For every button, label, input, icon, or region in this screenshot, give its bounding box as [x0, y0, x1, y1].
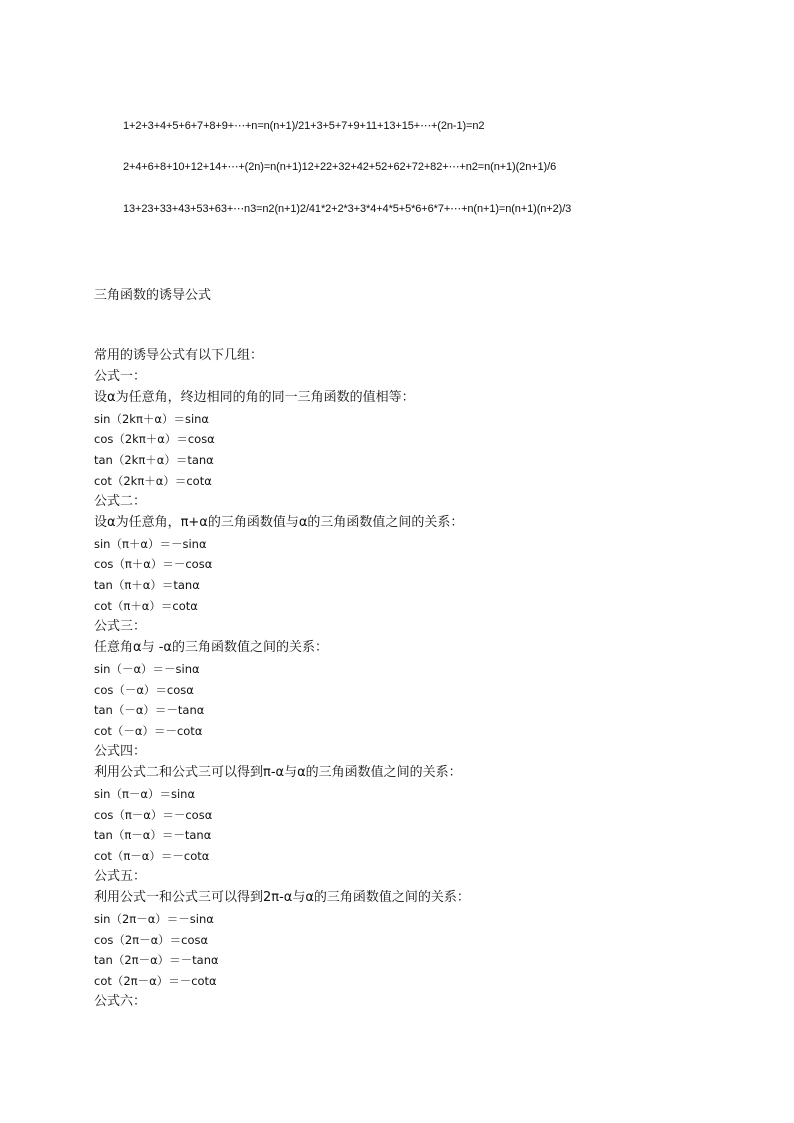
formula-group-3-title: 公式三： — [94, 618, 147, 634]
formula-line: tan（π＋α）＝tanα — [94, 578, 200, 593]
formula-group-1-title: 公式一： — [94, 368, 147, 384]
formula-group-2-description: 设α为任意角，π+α的三角函数值与α的三角函数值之间的关系： — [94, 514, 464, 530]
formula-group-4-title: 公式四： — [94, 744, 147, 760]
formula-group-4-description: 利用公式二和公式三可以得到π-α与α的三角函数值之间的关系： — [94, 764, 462, 780]
formula-line: cot（2π－α）＝－cotα — [94, 974, 217, 989]
formula-line: sin（－α）＝－sinα — [94, 661, 200, 676]
formula-line: tan（2kπ＋α）＝tanα — [94, 453, 214, 468]
formula-line: sin（2kπ＋α）＝sinα — [94, 411, 210, 426]
formula-group-3-description: 任意角α与 -α的三角函数值之间的关系： — [94, 639, 328, 655]
series-formula-line-3: 13+23+33+43+53+63+⋯n3=n2(n+1)2/41*2+2*3+3*4+4*5+5*6+6*7+⋯+n(n+1)=n(n+1)(n+2)/3 — [123, 203, 572, 215]
series-formula-line-1: 1+2+3+4+5+6+7+8+9+⋯+n=n(n+1)/21+3+5+7+9+11+13+15+⋯+(2n-1)=n2 — [123, 120, 485, 132]
formula-line: tan（2π－α）＝－tanα — [94, 953, 219, 968]
formula-line: sin（2π－α）＝－sinα — [94, 911, 214, 926]
formula-line: sin（π＋α）＝－sinα — [94, 536, 207, 551]
formula-line: cos（π＋α）＝－cosα — [94, 557, 213, 572]
formula-line: cot（π－α）＝－cotα — [94, 849, 210, 864]
formula-line: tan（π－α）＝－tanα — [94, 828, 212, 843]
formula-group-5-description: 利用公式一和公式三可以得到2π-α与α的三角函数值之间的关系： — [94, 889, 470, 905]
section-heading: 三角函数的诱导公式 — [94, 288, 212, 303]
formula-line: cos（2kπ＋α）＝cosα — [94, 432, 215, 447]
formula-line: cot（π＋α）＝cotα — [94, 599, 198, 614]
formula-group-2-title: 公式二： — [94, 493, 147, 509]
formula-list — [94, 346, 754, 1013]
formula-line: cot（－α）＝－cotα — [94, 724, 203, 739]
formula-group-5-title: 公式五： — [94, 869, 147, 885]
formula-line: sin（π－α）＝sinα — [94, 786, 196, 801]
formula-group-6-title: 公式六： — [94, 994, 147, 1010]
formula-group-1-description: 设α为任意角，终边相同的角的同一三角函数的值相等： — [94, 389, 415, 405]
formula-line: cos（2π－α）＝cosα — [94, 932, 209, 947]
intro-text: 常用的诱导公式有以下几组： — [94, 348, 264, 363]
formula-line: cot（2kπ＋α）＝cotα — [94, 474, 212, 489]
formula-line: cos（－α）＝cosα — [94, 682, 194, 697]
formula-line: cos（π－α）＝－cosα — [94, 807, 213, 822]
formula-line: tan（－α）＝－tanα — [94, 703, 205, 718]
series-formula-line-2: 2+4+6+8+10+12+14+⋯+(2n)=n(n+1)12+22+32+42+52+62+72+82+⋯+n2=n(n+1)(2n+1)/6 — [123, 161, 557, 173]
